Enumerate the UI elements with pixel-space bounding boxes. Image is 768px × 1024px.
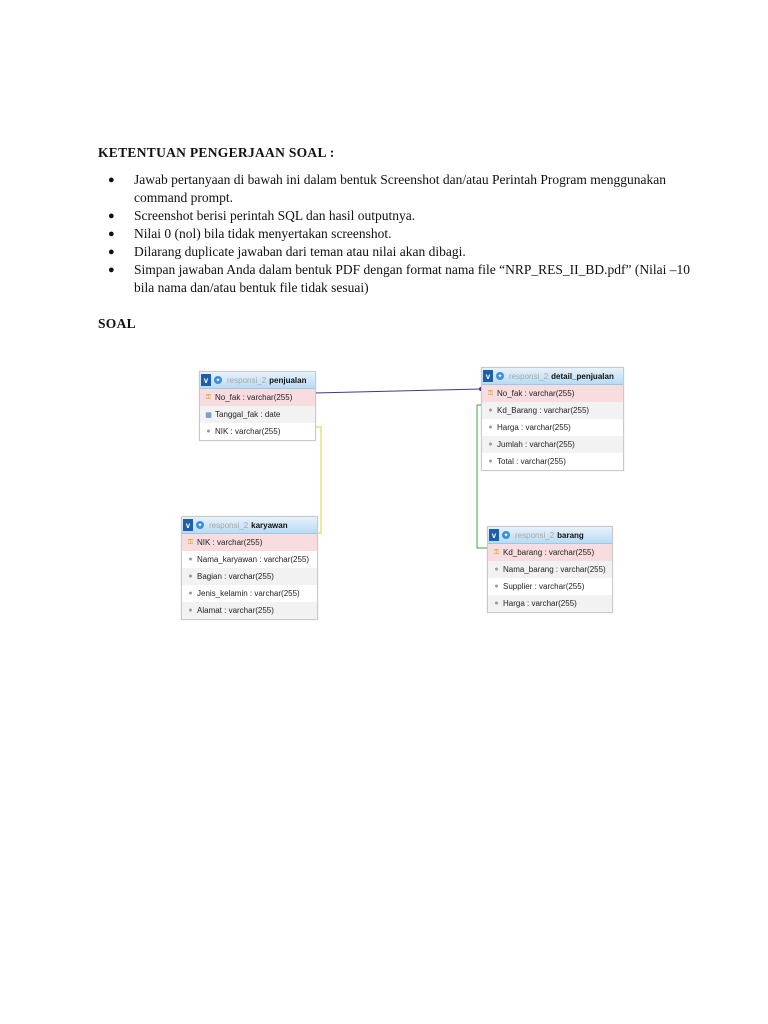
column-icon: ● [206, 428, 211, 435]
schema-name: responsi_2 [509, 371, 549, 381]
column-row [482, 419, 623, 436]
rule-text: Dilarang duplicate jawaban dari teman atau nilai akan dibagi. [134, 244, 466, 259]
column-row [482, 402, 623, 419]
key-icon: ⚿ [205, 393, 212, 401]
bullet-icon: ● [108, 228, 115, 240]
column-label: Supplier : varchar(255) [503, 582, 585, 591]
column-icon: ● [188, 573, 193, 580]
column-icon: ● [188, 556, 193, 563]
column-label: Nama_karyawan : varchar(255) [197, 555, 310, 564]
column-row [200, 406, 315, 423]
column-row [488, 595, 612, 612]
rule-text: Screenshot berisi perintah SQL dan hasil outputnya. [134, 208, 416, 223]
column-icon: ● [488, 441, 493, 448]
toggle-icon[interactable]: v [201, 374, 211, 386]
table-name: penjualan [269, 375, 307, 385]
key-icon: ⚿ [493, 548, 500, 556]
column-label: No_fak : varchar(255) [215, 393, 293, 402]
column-label: Jumlah : varchar(255) [497, 440, 575, 449]
column-row [482, 436, 623, 453]
column-icon: ● [488, 458, 493, 465]
column-row [182, 551, 317, 568]
column-row [182, 534, 317, 551]
column-label: Kd_Barang : varchar(255) [497, 406, 590, 415]
table-karyawan[interactable] [181, 516, 318, 620]
column-row [488, 561, 612, 578]
toggle-icon[interactable]: v [489, 529, 499, 541]
options-icon[interactable]: ✦ [497, 373, 503, 380]
table-penjualan[interactable] [199, 371, 316, 441]
column-icon: ● [188, 590, 193, 597]
toggle-icon[interactable]: v [183, 519, 193, 531]
bullet-icon: ● [108, 264, 115, 276]
table-name: detail_penjualan [551, 371, 614, 381]
schema-name: responsi_2 [515, 530, 555, 540]
table-header[interactable] [488, 527, 612, 544]
column-label: No_fak : varchar(255) [497, 389, 575, 398]
schema-name: responsi_2 [227, 375, 267, 385]
key-icon: ⚿ [187, 538, 194, 546]
table-header[interactable] [200, 372, 315, 389]
column-label: Nama_barang : varchar(255) [503, 565, 606, 574]
table-header[interactable] [482, 368, 623, 385]
rule-text: Nilai 0 (nol) bila tidak menyertakan screenshot. [134, 226, 392, 241]
table-name: barang [557, 530, 584, 540]
column-label: Total : varchar(255) [497, 457, 566, 466]
column-row [182, 568, 317, 585]
column-label: Harga : varchar(255) [503, 599, 577, 608]
relation-line-penjualan-detail [314, 389, 481, 393]
column-row [200, 423, 315, 440]
bullet-icon: ● [108, 174, 115, 186]
column-label: Tanggal_fak : date [215, 410, 281, 419]
options-icon[interactable]: ✦ [503, 532, 509, 539]
column-row [482, 385, 623, 402]
table-barang[interactable] [487, 526, 613, 613]
options-icon[interactable]: ✦ [197, 522, 203, 529]
options-icon[interactable]: ✦ [215, 377, 221, 384]
column-label: Jenis_kelamin : varchar(255) [197, 589, 300, 598]
column-label: Harga : varchar(255) [497, 423, 571, 432]
instructions-heading: KETENTUAN PENGERJAAN SOAL : [98, 145, 335, 160]
column-row [200, 389, 315, 406]
table-header[interactable] [182, 517, 317, 534]
column-label: Alamat : varchar(255) [197, 606, 274, 615]
table-name: karyawan [251, 520, 288, 530]
table-detail-penjualan[interactable] [481, 367, 624, 471]
bullet-icon: ● [108, 246, 115, 258]
key-icon: ⚿ [487, 389, 494, 397]
rule-text: Jawab pertanyaan di bawah ini dalam bentuk Screenshot dan/atau Perintah Program menggunakan command prompt. [134, 172, 666, 205]
column-row [482, 453, 623, 470]
column-icon: ● [188, 607, 193, 614]
column-icon: ● [494, 583, 499, 590]
column-row [182, 602, 317, 619]
column-icon: ● [494, 600, 499, 607]
column-icon: ● [488, 424, 493, 431]
column-label: NIK : varchar(255) [215, 427, 281, 436]
column-icon: ● [494, 566, 499, 573]
toggle-icon[interactable]: v [483, 370, 493, 382]
column-label: Bagian : varchar(255) [197, 572, 274, 581]
column-row [182, 585, 317, 602]
column-label: NIK : varchar(255) [197, 538, 263, 547]
schema-name: responsi_2 [209, 520, 249, 530]
date-icon: ▦ [205, 411, 212, 419]
column-row [488, 578, 612, 595]
section-title: SOAL [98, 316, 136, 331]
column-row [488, 544, 612, 561]
bullet-icon: ● [108, 210, 115, 222]
column-icon: ● [488, 407, 493, 414]
rule-text: Simpan jawaban Anda dalam bentuk PDF dengan format nama file “NRP_RES_II_BD.pdf” (Nilai –10 bila nama dan/atau bentuk file tidak sesuai) [134, 262, 691, 295]
column-label: Kd_barang : varchar(255) [503, 548, 595, 557]
